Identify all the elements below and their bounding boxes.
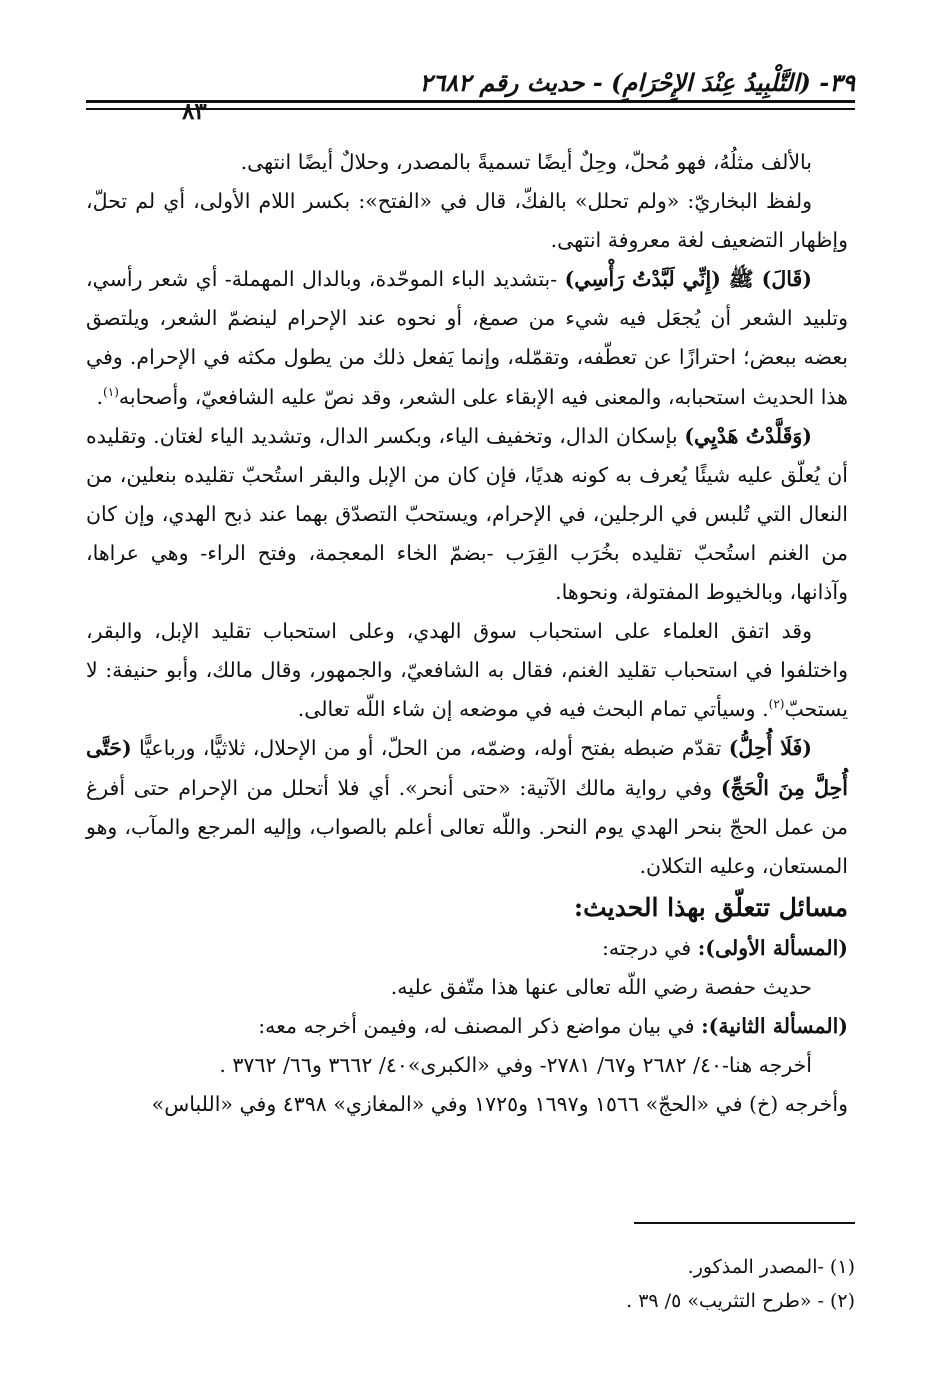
paragraph-3	[86, 260, 848, 416]
header-rule-bottom	[86, 108, 855, 110]
issue-2-label: (المسألة الثانية):	[701, 1013, 848, 1038]
issue-2-body: أخرجه هنا-٤٠/ ٢٦٨٢ و٦٧/ ٢٧٨١- وفي «الكبرى»٤٠/ ٣٦٦٢ و٦٦/ ٣٧٦٢ .	[219, 1053, 812, 1078]
paragraph-text: تقدّم ضبطه بفتح أوله، وضمّه، من الحلّ، أو من الإحلال، ثلاثيًّا، ورباعيًّا	[131, 736, 729, 761]
header-rule-top	[86, 100, 855, 103]
paragraph-6	[86, 729, 848, 885]
paragraph-4	[86, 417, 848, 612]
quoted-phrase: (فَلَا أُحِلُّ)	[728, 736, 813, 761]
footnote-2: (٢) - «طرح التثريب» ٥/ ٣٩ .	[626, 1290, 855, 1312]
issue-1-intro: في درجته:	[601, 935, 698, 960]
issue-1-body: حديث حفصة رضي اللّه تعالى عنها هذا متّفق عليه.	[390, 974, 812, 999]
paragraph-text: وقد اتفق العلماء على استحباب سوق الهدي، وعلى استحباب تقليد الإبل، والبقر، واختلفوا في استحباب تقليد الغنم، فقال به الشافعيّ، والجمهور، وقال مالك، وأبو حنيفة: لا يستحبّ	[86, 619, 848, 722]
quoted-phrase: (قَالَ) ﷺ	[720, 267, 812, 292]
page-number: ٨٣	[182, 98, 207, 125]
page-header	[86, 64, 855, 128]
paragraph-text: . وسيأتي تمام البحث فيه في موضعه إن شاء اللّه تعالى.	[297, 697, 769, 722]
issue-1-label: (المسألة الأولى):	[697, 935, 848, 960]
issue-1-heading	[86, 929, 848, 968]
quoted-phrase: (وَقَلَّدْتُ هَدْيِي)	[684, 423, 812, 448]
paragraph-1	[86, 143, 848, 182]
paragraph-2	[86, 182, 848, 260]
footnote-1: (١) -المصدر المذكور.	[687, 1256, 855, 1278]
section-heading: مسائل تتعلّق بهذا الحديث:	[573, 892, 848, 922]
paragraph-text: بإسكان الدال، وتخفيف الياء، وبكسر الدال، وتشديد الياء لغتان. وتقليده أن يُعلّق عليه شيئًا يُعرف به كونه هديًا، فإن كان من الإبل والبقر استُحبّ تقليده بنعلين، من النعال التي تُلبس في الرجلين، في الإحرام، ويستحبّ التصدّق بهما عند ذبح الهدي، وإن كان من الغنم استُحبّ تقليده بخُرَب القِرَب -بضمّ الخاء المعجمة، وفتح الراء- وهي عراها، وآذانها، وبالخيوط المفتولة، ونحوها.	[86, 423, 848, 605]
paragraph-text: بالألف مثلُهُ، فهو مُحلّ، وحِلٌ أيضًا تسميةً بالمصدر، وحلالٌ أيضًا انتهى.	[240, 150, 812, 174]
paragraph-5	[86, 612, 848, 729]
running-head: ٣٩- (التَّلْبِيدُ عِنْدَ الإِحْرَامِ) - حديث رقم ٢٦٨٢	[419, 68, 855, 97]
paragraph-text: .	[96, 384, 104, 409]
footnote-marker: (١)	[103, 384, 119, 399]
main-text	[86, 143, 848, 1124]
issue-2-intro: في بيان مواضع ذكر المصنف له، وفيمن أخرجه معه:	[258, 1013, 702, 1038]
quoted-phrase: (إِنِّي لَبَّدْتُ رَأْسِي)	[564, 267, 721, 292]
paragraph-text: وفي رواية مالك الآتية: «حتى أنحر». أي فلا أتحلل من الإحرام حتى أفرغ من عمل الحجّ بنحر الهدي يوم النحر. واللّه تعالى أعلم بالصواب، وإليه المرجع والمآب، وهو المستعان، وعليه التكلان.	[86, 775, 848, 878]
footnote-marker: (٢)	[768, 697, 785, 712]
footnote-separator	[634, 1222, 855, 1224]
issue-2-body-continuation: وأخرجه (خ) في «الحجّ» ١٥٦٦ و١٦٩٧ و١٧٢٥ وفي «المغازي» ٤٣٩٨ وفي «اللباس»	[151, 1092, 848, 1117]
footnotes	[95, 1250, 855, 1318]
paragraph-text: -بتشديد الباء الموحّدة، وبالدال المهملة- أي شعر رأسي، وتلبيد الشعر أن يُجعَل فيه شيء من صمغ، أو نحوه عند الإحرام لينضمّ الشعر، ويلتصق بعضه ببعض؛ احترازًا عن تعطّفه، وتقمّله، وإنما يَفعل ذلك من يطول مكثه في الإحرام. وفي هذا الحديث استحبابه، والمعنى فيه الإبقاء على الشعر، وقد نصّ عليه الشافعيّ، وأصحابه	[86, 267, 848, 409]
quoted-phrase: (حَتَّى أُحِلَّ مِنَ الْحَجِّ)	[86, 736, 848, 800]
body-paragraphs	[86, 143, 848, 886]
paragraph-text: ولفظ البخاريّ: «ولم تحلل» بالفكّ، قال في «الفتح»: بكسر اللام الأولى، أي لم تحلّ، وإظهار التضعيف لغة معروفة انتهى.	[86, 189, 848, 253]
issue-2-heading	[86, 1007, 848, 1046]
